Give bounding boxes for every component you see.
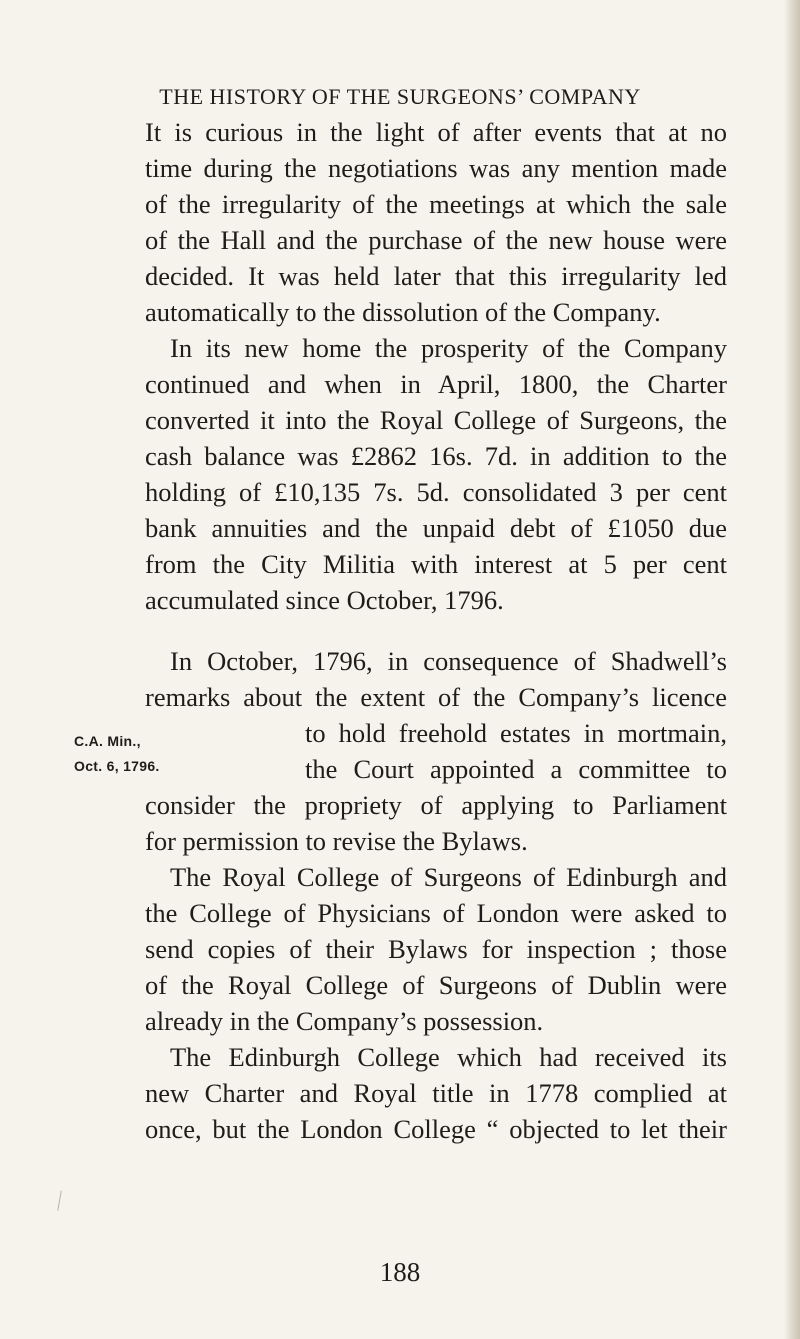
- text-line-17: to hold freehold estates in mortmain,: [305, 718, 727, 748]
- text-line-14: accumulated since October, 1796.: [145, 585, 504, 615]
- page-edge-shadow: [784, 0, 800, 1339]
- text-line-20: for permission to revise the Bylaws.: [145, 826, 528, 856]
- text-line-5: decided. It was held later that this irregularity led: [145, 261, 727, 291]
- text-line-26: The Edinburgh College which had received its: [170, 1042, 727, 1072]
- text-line-3: of the irregularity of the meetings at which the sale: [145, 189, 727, 219]
- margin-note-source: C.A. Min.,: [74, 733, 141, 749]
- text-line-25: already in the Company’s possession.: [145, 1006, 544, 1036]
- text-line-21: The Royal College of Surgeons of Edinburgh and: [170, 862, 727, 892]
- text-line-7: In its new home the prosperity of the Company: [170, 333, 727, 363]
- text-line-11: holding of £10,135 7s. 5d. consolidated 3 per cent: [145, 477, 727, 507]
- text-line-1: It is curious in the light of after events that at no: [145, 117, 727, 147]
- text-line-22: the College of Physicians of London were asked to: [145, 898, 727, 928]
- text-line-16: remarks about the extent of the Company’s licence: [145, 682, 727, 712]
- text-line-19: consider the propriety of applying to Parliament: [145, 790, 727, 820]
- margin-note-date: Oct. 6, 1796.: [74, 758, 160, 774]
- pencil-mark: [57, 1191, 65, 1212]
- text-line-2: time during the negotiations was any mention made: [145, 153, 727, 183]
- running-title: THE HISTORY OF THE SURGEONS’ COMPANY: [159, 84, 641, 109]
- text-line-10: cash balance was £2862 16s. 7d. in addition to the: [145, 441, 727, 471]
- text-line-4: of the Hall and the purchase of the new house were: [145, 225, 727, 255]
- text-line-28: once, but the London College “ objected to let their: [145, 1114, 727, 1144]
- text-line-24: of the Royal College of Surgeons of Dublin were: [145, 970, 727, 1000]
- text-line-9: converted it into the Royal College of Surgeons, the: [145, 405, 727, 435]
- text-line-6: automatically to the dissolution of the Company.: [145, 297, 661, 327]
- text-line-12: bank annuities and the unpaid debt of £1050 due: [145, 513, 727, 543]
- text-line-13: from the City Militia with interest at 5 per cent: [145, 549, 727, 579]
- text-line-23: send copies of their Bylaws for inspection ; those: [145, 934, 727, 964]
- text-line-15: In October, 1796, in consequence of Shadwell’s: [170, 646, 727, 676]
- page-number: 188: [379, 1257, 421, 1287]
- text-line-8: continued and when in April, 1800, the Charter: [145, 369, 727, 399]
- text-line-27: new Charter and Royal title in 1778 complied at: [145, 1078, 727, 1108]
- text-line-18: the Court appointed a committee to: [305, 754, 727, 784]
